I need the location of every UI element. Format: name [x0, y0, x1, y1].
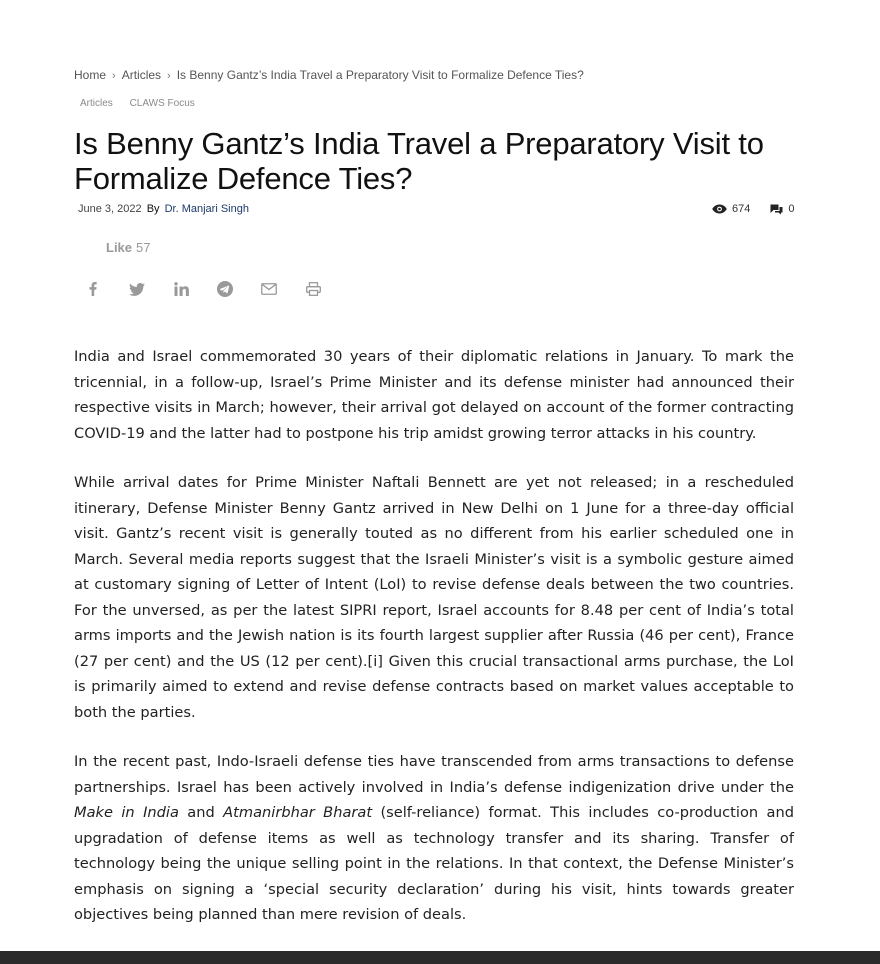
article-paragraph-3-part-a: In the recent past, Indo-Israeli defense ties have transcended from arms transactions to defense partnerships. Israel has been actively involved in India’s defense indigenization drive under the	[74, 753, 794, 796]
post-date: June 3, 2022	[78, 203, 142, 215]
category-tag-claws-focus[interactable]: CLAWS Focus	[129, 98, 195, 109]
article-paragraph-1: India and Israel commemorated 30 years of their diplomatic relations in January. To mark the tricennial, in a follow-up, Israel’s Prime Minister and its defense minister had announced their respective visits in March; however, their arrival got delayed on account of the former contracting COVID-19 and the latter had to postpone his trip amidst growing terror attacks in his country.	[74, 348, 794, 442]
post-by-label: By	[146, 203, 160, 215]
breadcrumb-current: Is Benny Gantz’s India Travel a Preparatory Visit to Formalize Defence Ties?	[176, 68, 584, 82]
email-icon[interactable]	[258, 280, 280, 298]
like-count: 57	[136, 240, 151, 255]
post-meta	[78, 203, 249, 215]
article-paragraph-2: While arrival dates for Prime Minister Naftali Bennett are yet not released; in a rescheduled itinerary, Defense Minister Benny Gantz arrived in New Delhi on 1 June for a three-day official visit. Gantz’s recent visit is generally touted as no different from his earlier scheduled one in March. Several media reports suggest that the Israeli Minister’s visit is a symbolic gesture aimed at customary signing of Letter of Intent (LoI) to revise defense deals between the two countries. For the unversed, as per the latest SIPRI report, Israel accounts for 8.48 per cent of India’s total arms imports and the Jewish nation is its fourth largest supplier after Russia (46 per cent), France (27 per cent) and the US (12 per cent).[i] Given this crucial transactional arms purchase, the LoI is primarily aimed to extend and revise defense contracts based on market values acceptable to both the parties.	[74, 474, 794, 721]
category-tag-articles[interactable]: Articles	[80, 98, 113, 109]
twitter-icon[interactable]	[126, 280, 148, 298]
comments-count-value: 0	[788, 203, 795, 215]
like-label: Like	[106, 240, 133, 255]
breadcrumb-articles-link[interactable]: Articles	[121, 68, 162, 82]
facebook-icon[interactable]	[82, 280, 104, 298]
footer-bar	[0, 951, 880, 964]
views-count	[712, 203, 750, 215]
comments-count[interactable]	[770, 203, 794, 215]
eye-icon	[712, 204, 727, 214]
article-paragraph-3-part-c: (self-reliance) format. This includes co-production and upgradation of defense items as well as technology transfer and its sharing. Transfer of technology being the unique selling point in the relations. In that context, the Defense Minister’s emphasis on signing a ‘special security declaration’ during his visit, hints towards greater objectives being planned than mere revision of deals.	[74, 804, 794, 923]
post-stats	[712, 203, 794, 215]
article-body	[74, 344, 794, 952]
breadcrumb-separator: ›	[112, 70, 116, 82]
share-bar	[82, 280, 346, 298]
print-icon[interactable]	[302, 280, 324, 298]
category-tags	[80, 98, 209, 109]
breadcrumb-separator: ›	[167, 70, 171, 82]
like-button[interactable]	[106, 240, 150, 255]
breadcrumb	[74, 68, 584, 82]
comment-icon	[770, 204, 783, 215]
telegram-icon[interactable]	[214, 280, 236, 298]
page-title: Is Benny Gantz’s India Travel a Preparatory Visit to Formalize Defence Ties?	[74, 126, 764, 196]
article-paragraph-3	[74, 749, 794, 928]
breadcrumb-home-link[interactable]: Home	[74, 68, 107, 82]
linkedin-icon[interactable]	[170, 280, 192, 298]
make-in-india-emphasis: Make in India	[74, 804, 179, 821]
views-count-value: 674	[732, 203, 751, 215]
atmanirbhar-bharat-emphasis: Atmanirbhar Bharat	[223, 804, 373, 821]
article-paragraph-3-part-b: and	[178, 804, 224, 821]
post-author-link[interactable]: Dr. Manjari Singh	[164, 203, 249, 215]
